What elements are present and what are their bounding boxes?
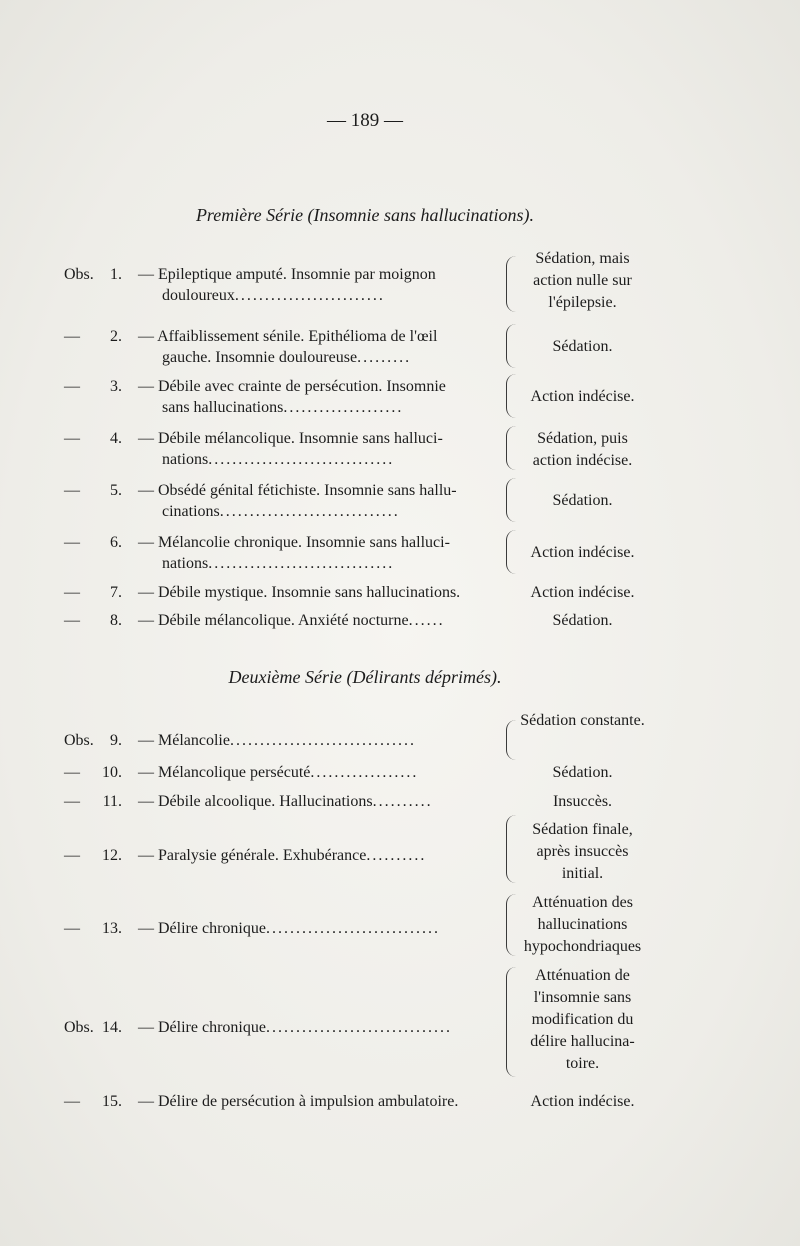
obs-prefix: —	[64, 764, 80, 781]
obs-number: 2.	[110, 328, 122, 345]
series1-heading: Première Série (Insomnie sans hallucinations).	[195, 205, 535, 225]
obs-description: — Affaiblissement sénile. Epithélioma de l'œil gauche. Insomnie douloureuse.........	[138, 328, 438, 366]
obs-number: 1.	[110, 266, 122, 283]
obs-prefix: —	[64, 430, 80, 447]
page-number: — 189 —	[327, 110, 403, 131]
brace	[506, 324, 519, 368]
obs-description: — Débile mélancolique. Anxiété nocturne......	[138, 612, 445, 629]
obs-result: Action indécise.	[530, 388, 635, 405]
brace	[506, 478, 519, 522]
obs-description: — Mélancolie chronique. Insomnie sans halluci- nations...............................	[138, 534, 450, 572]
obs-result: Sédation.	[552, 612, 613, 629]
obs-prefix: —	[64, 1093, 80, 1110]
obs-prefix: —	[64, 482, 80, 499]
obs-result: Insuccès.	[552, 793, 613, 810]
obs-description: — Débile avec crainte de persécution. Insomnie sans hallucinations....................	[138, 378, 446, 416]
obs-description: — Débile alcoolique. Hallucinations..........	[138, 793, 433, 810]
brace	[506, 256, 519, 312]
obs-result: Atténuation des hallucinations hypochondriaques	[523, 894, 642, 955]
obs-result: Sédation, puis action indécise.	[532, 430, 633, 469]
obs-number: 11.	[102, 793, 122, 810]
obs-number: 6.	[110, 534, 122, 551]
obs-prefix: —	[64, 920, 80, 937]
obs-number: 12.	[102, 847, 122, 864]
brace	[506, 426, 519, 470]
obs-description: — Délire chronique.............................	[138, 920, 440, 937]
brace	[506, 815, 519, 883]
obs-prefix: —	[64, 612, 80, 629]
obs-result: Sédation, mais action nulle sur l'épilepsie.	[533, 250, 632, 311]
obs-description: — Délire chronique...............................	[138, 1019, 452, 1036]
obs-number: 9.	[110, 732, 122, 749]
obs-number: 13.	[102, 920, 122, 937]
series2-heading: Deuxième Série (Délirants déprimés).	[228, 667, 502, 687]
obs-prefix: Obs.	[64, 732, 94, 749]
obs-prefix: —	[64, 378, 80, 395]
obs-description: — Mélancolique persécuté..................	[138, 764, 419, 781]
obs-description: — Délire de persécution à impulsion ambulatoire.	[138, 1093, 459, 1110]
obs-description: — Epileptique amputé. Insomnie par moignon douloureux.........................	[138, 266, 436, 304]
obs-description: — Mélancolie...............................	[138, 732, 416, 749]
obs-prefix: —	[64, 584, 80, 601]
obs-result: Action indécise.	[530, 584, 635, 601]
obs-number: 14.	[102, 1019, 122, 1036]
obs-result: Atténuation de l'insomnie sans modification du délire hallucina-toire.	[530, 967, 635, 1072]
brace	[506, 720, 519, 760]
obs-result: Sédation.	[552, 492, 613, 509]
brace	[506, 967, 519, 1077]
obs-number: 3.	[110, 378, 122, 395]
obs-result: Sédation.	[552, 338, 613, 355]
obs-prefix: —	[64, 328, 80, 345]
brace	[506, 374, 519, 418]
obs-result: Sédation constante.	[520, 712, 645, 729]
obs-result: Sédation finale, après insuccès initial.	[532, 821, 633, 882]
obs-number: 4.	[110, 430, 122, 447]
obs-description: — Débile mystique. Insomnie sans hallucinations.	[138, 584, 461, 601]
obs-number: 10.	[102, 764, 122, 781]
obs-number: 5.	[110, 482, 122, 499]
brace	[506, 530, 519, 574]
obs-result: Sédation.	[552, 764, 613, 781]
brace	[506, 894, 519, 956]
obs-result: Action indécise.	[530, 544, 635, 561]
obs-number: 15.	[102, 1093, 122, 1110]
obs-prefix: Obs.	[64, 1019, 94, 1036]
obs-prefix: Obs.	[64, 266, 94, 283]
obs-description: — Débile mélancolique. Insomnie sans halluci- nations...............................	[138, 430, 443, 468]
obs-prefix: —	[64, 793, 80, 810]
obs-description: — Paralysie générale. Exhubérance..........	[138, 847, 427, 864]
obs-prefix: —	[64, 534, 80, 551]
obs-number: 7.	[110, 584, 122, 601]
obs-prefix: —	[64, 847, 80, 864]
obs-number: 8.	[110, 612, 122, 629]
obs-result: Action indécise.	[530, 1093, 635, 1110]
obs-description: — Obsédé génital fétichiste. Insomnie sans hallu- cinations..............................	[138, 482, 457, 520]
